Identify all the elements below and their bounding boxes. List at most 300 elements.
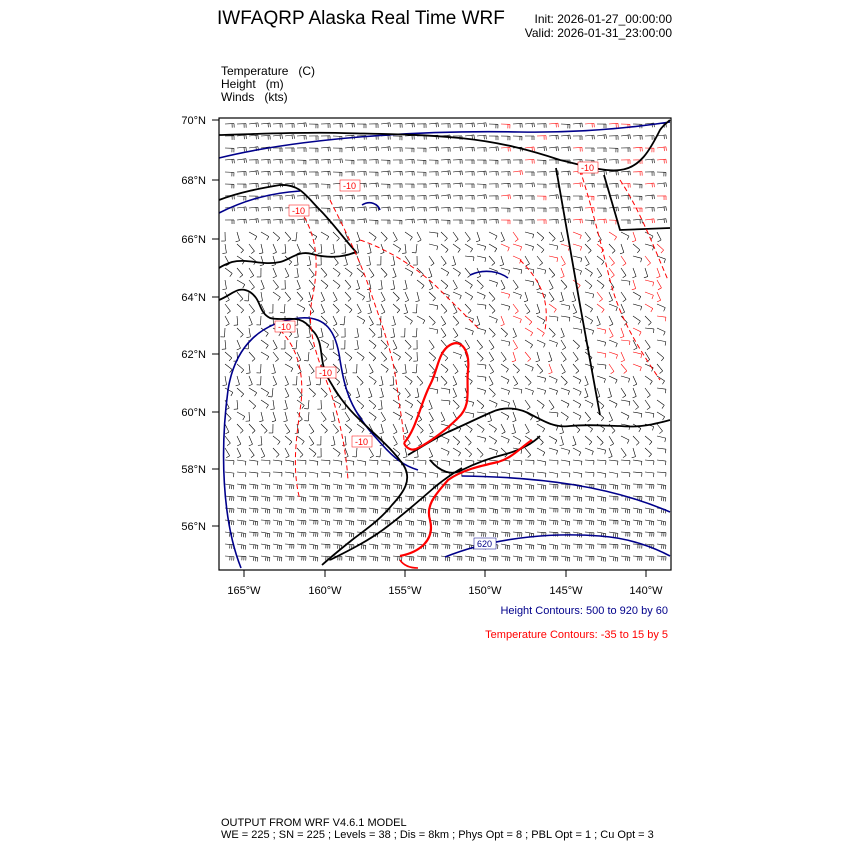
wind-barb-feather	[445, 370, 448, 373]
wind-barb	[537, 352, 540, 361]
wind-barb	[477, 340, 483, 347]
wind-barb-feather	[338, 273, 340, 276]
wind-barb-feather	[382, 420, 385, 422]
wind-barb	[225, 268, 232, 273]
wind-barb-feather	[412, 207, 413, 211]
wind-barb	[489, 352, 494, 360]
wind-barb-feather	[361, 406, 364, 409]
wind-barb	[489, 328, 495, 334]
wind-barb	[333, 484, 342, 486]
wind-barb	[525, 244, 534, 247]
wind-barb-feather	[468, 442, 471, 445]
wind-barb-feather	[601, 497, 602, 501]
wind-barb-feather	[428, 276, 432, 277]
wind-barb	[405, 544, 414, 545]
wind-barb-feather	[604, 379, 605, 383]
wind-barb	[441, 388, 450, 390]
wind-barb-feather	[299, 419, 302, 421]
wind-barb-feather	[257, 522, 258, 526]
wind-barb-feather	[567, 557, 568, 561]
wind-barb	[393, 280, 395, 289]
wind-barb-feather	[240, 431, 243, 434]
wind-barb-feather	[580, 207, 581, 211]
wind-barb-feather	[266, 333, 268, 336]
wind-barb	[249, 424, 255, 431]
wind-barb	[477, 219, 486, 220]
wind-barb-feather	[627, 521, 628, 525]
wind-barb	[237, 412, 245, 416]
lat-label: 62°N	[181, 349, 206, 361]
wind-barb	[585, 472, 594, 473]
wind-barb	[549, 364, 552, 372]
wind-barb-feather	[306, 123, 307, 127]
wind-barb	[645, 400, 650, 407]
wind-barb-feather	[519, 497, 520, 501]
wind-barb	[477, 424, 484, 429]
wind-barb-feather	[315, 557, 316, 561]
wind-barb-feather	[564, 382, 567, 385]
wind-barb	[321, 556, 330, 557]
wind-barb-feather	[301, 509, 302, 513]
wind-barb	[657, 460, 666, 461]
wind-barb-feather	[445, 533, 446, 537]
wind-barb	[417, 207, 426, 208]
wind-barb	[573, 123, 582, 124]
wind-barb	[597, 304, 604, 309]
wind-barb-feather	[385, 533, 386, 537]
wind-barb-feather	[552, 238, 555, 241]
wind-barb	[573, 412, 581, 416]
wind-barb	[657, 424, 663, 431]
wind-barb-feather	[517, 557, 518, 561]
wind-barb-feather	[551, 407, 554, 409]
wind-barb-feather	[270, 409, 274, 410]
wind-barb-feather	[355, 337, 359, 338]
field-winds-name: Winds	[221, 90, 255, 104]
wind-barb	[369, 147, 378, 148]
wind-barb-feather	[337, 545, 338, 549]
wind-barb-feather	[258, 219, 259, 223]
wind-barb	[645, 412, 654, 414]
wind-barb-feather	[367, 289, 371, 290]
wind-barb-feather	[548, 361, 552, 362]
wind-barb-feather	[420, 383, 423, 386]
wind-barb-feather	[606, 171, 607, 175]
wind-barb	[525, 496, 534, 497]
wind-barb	[321, 388, 327, 394]
wind-barb-feather	[450, 195, 451, 199]
wind-barb	[381, 352, 387, 359]
wind-barb	[225, 376, 227, 385]
wind-barb-feather	[556, 380, 558, 384]
wind-barb	[597, 448, 606, 450]
wind-barbs	[220, 123, 666, 562]
wind-barb	[453, 232, 458, 239]
wind-barb	[381, 484, 390, 485]
wind-barb-feather	[647, 395, 650, 397]
lat-label: 58°N	[181, 464, 206, 476]
coastline	[219, 120, 670, 565]
wind-barb	[261, 388, 269, 393]
wind-barb-feather	[555, 545, 556, 549]
wind-barb	[381, 328, 382, 337]
wind-barb	[345, 412, 350, 420]
wind-barb-feather	[664, 183, 665, 187]
wind-barb	[429, 352, 436, 358]
wind-barb-feather	[389, 534, 390, 538]
lon-labels	[227, 585, 663, 597]
wind-barb	[369, 388, 372, 396]
field-temperature-name: Temperature	[221, 64, 289, 78]
wind-barb-feather	[349, 430, 352, 433]
wind-barb	[537, 400, 544, 405]
wind-barb	[261, 135, 270, 136]
wind-barb-feather	[240, 299, 243, 302]
wind-barb	[429, 316, 435, 322]
wind-barb-feather	[386, 369, 388, 372]
wind-barb	[573, 532, 582, 533]
wind-barb	[345, 147, 354, 148]
wind-barb	[441, 460, 450, 462]
wind-barb	[417, 292, 419, 301]
wind-barb	[489, 292, 495, 299]
wind-barb	[501, 328, 508, 334]
wind-barb	[381, 340, 387, 346]
wind-barb	[633, 316, 640, 321]
wind-barb-feather	[431, 263, 434, 265]
wind-barb-feather	[267, 356, 269, 360]
wind-barb	[585, 556, 594, 557]
wind-barb	[585, 520, 594, 521]
wind-barb	[441, 304, 447, 311]
wind-barb-feather	[665, 342, 666, 346]
wind-barb-feather	[591, 509, 592, 513]
wind-barb	[597, 472, 606, 474]
wind-barb-feather	[529, 485, 530, 489]
wind-barb	[393, 244, 401, 249]
wind-barb-feather	[579, 497, 580, 501]
wind-barb-feather	[584, 384, 588, 385]
wind-barb-feather	[445, 358, 448, 361]
wind-barb-feather	[368, 396, 372, 397]
wind-barb-feather	[532, 391, 533, 395]
wind-barb	[621, 436, 629, 440]
wind-barb-feather	[429, 408, 433, 409]
wind-barb-feather	[552, 334, 555, 337]
wind-barb	[429, 304, 438, 306]
wind-barb	[381, 304, 385, 312]
wind-barb-feather	[380, 397, 384, 398]
wind-barb	[297, 268, 298, 277]
wind-barb	[321, 340, 329, 345]
temperature-contour-label: -10	[355, 437, 369, 447]
wind-barb	[561, 304, 570, 306]
wind-barb-feather	[466, 348, 469, 350]
wind-barb	[657, 472, 666, 473]
wind-barb	[465, 292, 473, 297]
wind-barb	[225, 304, 230, 311]
wind-barb	[477, 364, 486, 365]
wind-barb	[513, 484, 522, 485]
wind-barb	[537, 304, 540, 313]
wind-barb	[513, 244, 522, 247]
height-contour-line	[219, 191, 300, 213]
wind-barb	[657, 496, 666, 497]
wind-barb	[237, 388, 244, 394]
wind-barb-feather	[629, 379, 630, 383]
wind-barb	[513, 232, 518, 239]
wind-barb-feather	[376, 147, 377, 151]
wind-barb	[357, 388, 360, 397]
wind-barb-feather	[402, 373, 406, 374]
wind-barb	[393, 268, 396, 276]
wind-barb-feather	[407, 443, 410, 445]
wind-barb-feather	[665, 389, 666, 393]
wind-barb-feather	[265, 545, 266, 549]
wind-barb	[537, 520, 546, 521]
temperature-contour-line	[404, 343, 468, 449]
wind-barb	[417, 520, 426, 522]
wind-barb-feather	[415, 397, 419, 398]
wind-barb	[465, 556, 474, 557]
coastline-nw	[219, 185, 356, 268]
wind-barb-feather	[397, 310, 400, 313]
wind-barb	[441, 400, 450, 401]
wind-barb-feather	[579, 392, 581, 396]
wind-barb	[249, 232, 257, 236]
wind-barb-feather	[267, 545, 268, 549]
wind-barb-feather	[342, 207, 343, 211]
wind-barb-feather	[432, 322, 435, 325]
wind-barb-feather	[567, 404, 569, 408]
wind-barb-feather	[303, 308, 305, 312]
wind-barb	[621, 508, 630, 509]
wind-barb	[585, 484, 594, 485]
wind-barb	[297, 556, 306, 557]
wind-barb	[585, 244, 591, 251]
wind-barb-feather	[257, 461, 258, 465]
wind-barb	[513, 352, 516, 361]
wind-barb	[369, 472, 378, 473]
wind-barb-feather	[385, 497, 386, 501]
wind-barb-feather	[545, 510, 546, 514]
wind-barb-feather	[664, 207, 665, 211]
wind-barb-feather	[244, 207, 245, 211]
wind-barb-feather	[377, 473, 378, 477]
wind-barb	[249, 244, 254, 251]
wind-barb-feather	[484, 391, 485, 395]
wind-barb-feather	[337, 238, 340, 241]
wind-barb-feather	[605, 498, 606, 502]
wind-barb-feather	[279, 485, 280, 489]
wind-barb-feather	[438, 207, 439, 211]
wind-barb-feather	[623, 299, 626, 301]
wind-barb-feather	[569, 545, 570, 549]
wind-barb	[597, 460, 606, 461]
wind-barb	[645, 328, 654, 329]
wind-barb	[621, 400, 630, 402]
wind-barb-feather	[449, 497, 450, 501]
wind-barb	[393, 292, 399, 298]
wind-barb	[393, 508, 402, 509]
wind-barb-feather	[249, 384, 253, 386]
wind-barb	[225, 424, 229, 432]
wind-barb	[465, 448, 472, 454]
wind-barb-feather	[473, 497, 474, 501]
wind-barb	[525, 232, 534, 234]
wind-barb-feather	[539, 263, 542, 266]
wind-barb	[501, 244, 509, 248]
wind-barb	[369, 304, 372, 313]
wind-barb	[249, 352, 255, 359]
wind-barb	[357, 508, 366, 509]
wind-barb-feather	[338, 286, 341, 289]
wind-barb	[285, 232, 291, 239]
wind-barb	[573, 508, 582, 509]
wind-barb	[357, 316, 365, 320]
wind-barb	[393, 340, 397, 348]
wind-barb-feather	[509, 270, 510, 274]
wind-barb-feather	[569, 462, 570, 466]
wind-barb-feather	[391, 265, 395, 266]
wind-barb	[261, 544, 270, 546]
wind-barb	[237, 232, 240, 241]
wind-barb-feather	[251, 287, 254, 289]
wind-barb-feather	[627, 557, 628, 561]
wind-barb	[393, 412, 401, 416]
wind-barb-feather	[373, 485, 374, 489]
wind-barb-feather	[560, 445, 564, 446]
wind-barb	[561, 280, 567, 287]
wind-barb	[489, 400, 497, 404]
wind-barb-feather	[378, 147, 379, 151]
wind-barb-feather	[373, 557, 374, 561]
wind-barb	[345, 424, 352, 430]
wind-barb	[429, 544, 438, 545]
wind-barb	[333, 460, 342, 461]
valid-time: Valid: 2026-01-31_23:00:00	[524, 26, 672, 40]
wind-barb-feather	[274, 348, 278, 350]
wind-barb	[417, 460, 426, 461]
wind-barb-feather	[647, 263, 650, 266]
wind-barb	[297, 135, 306, 136]
wind-barb-feather	[408, 347, 411, 350]
wind-barb-feather	[331, 253, 335, 254]
wind-barb	[369, 207, 378, 208]
wind-barb-feather	[666, 183, 667, 187]
wind-barb-feather	[436, 207, 437, 211]
wind-barb	[309, 364, 314, 371]
wind-barb	[285, 364, 293, 368]
wind-barb-feather	[397, 454, 400, 457]
wind-barb-feather	[648, 322, 651, 325]
wind-barb	[321, 244, 322, 253]
wind-barb-feather	[579, 404, 581, 408]
wind-barb	[537, 376, 546, 378]
wind-barb-feather	[273, 276, 277, 278]
wind-barb	[309, 460, 318, 461]
wind-barb-feather	[373, 406, 376, 409]
wind-barb-feather	[541, 485, 542, 489]
wind-barb	[321, 304, 325, 312]
wind-barb	[633, 484, 642, 485]
wind-barb	[621, 388, 626, 396]
wind-barb	[501, 496, 510, 497]
wind-barb-feather	[540, 371, 543, 374]
wind-barb	[453, 460, 462, 461]
wind-barb	[621, 544, 630, 546]
wind-barb-feather	[545, 462, 546, 466]
wind-barb-feather	[569, 306, 570, 310]
wind-barb	[225, 472, 234, 473]
wind-barb-feather	[366, 301, 370, 302]
wind-barb	[561, 556, 570, 558]
wind-barb-feather	[629, 546, 630, 550]
wind-barb	[657, 532, 666, 533]
wind-barb-feather	[437, 233, 438, 237]
lon-label: 145°W	[549, 585, 583, 597]
wind-barb-feather	[394, 444, 398, 446]
wind-barb-feather	[605, 474, 606, 478]
wind-barb	[501, 544, 510, 546]
wind-barb	[489, 244, 497, 249]
wind-barb	[309, 496, 318, 497]
wind-barb	[405, 280, 407, 289]
wind-barb	[285, 412, 287, 421]
wind-barb	[561, 244, 570, 247]
wind-barb-feather	[526, 264, 529, 266]
wind-barb-feather	[222, 289, 226, 290]
wind-barb	[549, 256, 558, 258]
wind-barb-feather	[568, 219, 569, 223]
wind-barb	[609, 472, 618, 474]
wind-barb	[309, 244, 315, 251]
wind-barb	[285, 352, 292, 358]
wind-barb	[441, 436, 449, 440]
wind-barb	[621, 135, 630, 136]
wind-barb-feather	[341, 461, 342, 465]
wind-barb	[297, 292, 303, 299]
wind-barb	[525, 147, 534, 148]
wind-barb	[609, 159, 618, 160]
wind-barb-feather	[505, 557, 506, 561]
wind-barb	[489, 436, 497, 441]
wind-barb	[657, 207, 666, 208]
wind-barb-feather	[267, 509, 268, 513]
wind-barb-feather	[362, 429, 364, 432]
wind-barb	[453, 328, 458, 336]
wind-barb	[381, 280, 382, 289]
temperature-contour-line	[520, 260, 546, 330]
wind-barb	[417, 508, 426, 509]
wind-barb	[561, 436, 563, 445]
wind-barb	[477, 207, 486, 208]
wind-barb-feather	[233, 473, 234, 477]
wind-barb-feather	[498, 147, 499, 151]
wind-barb-feather	[341, 486, 342, 490]
wind-barb	[297, 496, 306, 497]
wind-barb	[573, 340, 580, 346]
wind-barb-feather	[544, 344, 546, 348]
wind-barb	[429, 400, 432, 408]
wind-barb	[225, 340, 226, 349]
wind-barb-feather	[615, 404, 617, 408]
wind-barb-feather	[270, 207, 271, 211]
wind-barb-feather	[651, 308, 653, 312]
wind-barb	[477, 328, 486, 330]
wind-barb-feather	[366, 207, 367, 211]
wind-barb-feather	[430, 420, 434, 422]
